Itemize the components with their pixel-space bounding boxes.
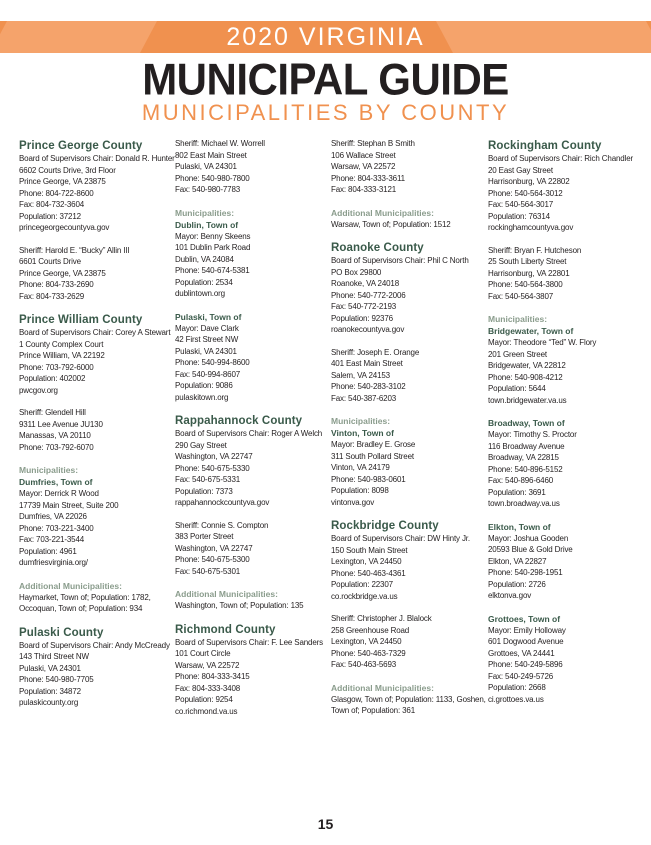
info-line: Population: 5644 xyxy=(488,384,546,393)
info-line: Mayor: Joshua Gooden xyxy=(488,533,569,543)
info-line: 101 Dublin Park Road xyxy=(175,243,251,252)
county-entry-rockingham xyxy=(488,139,638,705)
municipalities-heading: Municipalities: xyxy=(19,465,79,475)
info-line: Pulaski, VA 24301 xyxy=(19,663,81,673)
info-line: Harrisonburg, VA 22802 xyxy=(488,177,570,186)
website-link[interactable]: rappahannockcountyva.gov xyxy=(175,498,270,507)
info-line: Board of Supervisors Chair: Donald R. Hunter xyxy=(19,154,175,163)
info-line: Population: 402002 xyxy=(19,374,86,383)
info-line: 311 South Pollard Street xyxy=(331,451,414,461)
info-line: Phone: 540-983-0601 xyxy=(331,474,406,484)
info-line: 9311 Lee Avenue JU130 xyxy=(19,419,103,429)
info-line: Town of; Population: 361 xyxy=(331,706,416,715)
info-line: 150 South Main Street xyxy=(331,545,408,555)
info-line: Phone: 540-675-5330 xyxy=(175,463,250,473)
info-line: Prince William, VA 22192 xyxy=(19,351,105,360)
website-link[interactable]: town.bridgewater.va.us xyxy=(488,395,567,405)
info-line: Sheriff: Bryan F. Hutcheson xyxy=(488,245,582,255)
info-line: Population: 2534 xyxy=(175,277,233,287)
info-line: Phone: 540-463-7329 xyxy=(331,648,406,658)
info-line: Population: 9086 xyxy=(175,381,233,390)
info-line: Phone: 703-221-3400 xyxy=(19,523,94,533)
county-name: Roanoke County xyxy=(331,242,424,254)
info-line: Phone: 540-298-1951 xyxy=(488,568,563,577)
info-line: Board of Supervisors Chair: Roger A Welch xyxy=(175,429,323,438)
info-line: Sheriff: Michael W. Worrell xyxy=(175,139,265,148)
info-line: 290 Gay Street xyxy=(175,440,227,450)
info-line: Mayor: Emily Holloway xyxy=(488,625,566,635)
info-line: Prince George, VA 23875 xyxy=(19,268,106,278)
town-name: Pulaski, Town of xyxy=(175,311,242,322)
info-line: PO Box 29800 xyxy=(331,267,382,277)
info-line: Population: 22307 xyxy=(331,580,393,589)
county-entry-pulaski xyxy=(19,626,169,709)
info-line: Phone: 540-674-5381 xyxy=(175,266,250,275)
town-name: Bridgewater, Town of xyxy=(488,326,574,336)
info-line: 106 Wallace Street xyxy=(331,150,396,160)
info-line: Warsaw, Town of; Population: 1512 xyxy=(331,219,451,229)
info-line: Mayor: Timothy S. Proctor xyxy=(488,430,577,439)
info-line: Population: 37212 xyxy=(19,211,81,221)
info-line: Population: 3691 xyxy=(488,487,546,497)
info-line: Washington, Town of; Population: 135 xyxy=(175,601,304,610)
county-name: Rockbridge County xyxy=(331,520,439,532)
info-line: Phone: 804-722-8600 xyxy=(19,188,94,198)
website-link[interactable]: town.broadway.va.us xyxy=(488,499,560,508)
town-name: Grottoes, Town of xyxy=(488,613,561,624)
page-title: MUNICIPAL GUIDE xyxy=(142,54,509,105)
info-line: Board of Supervisors Chair: Rich Chandler xyxy=(488,154,634,163)
info-line: Phone: 540-994-8600 xyxy=(175,358,250,367)
municipalities-heading: Municipalities: xyxy=(331,416,391,426)
info-line: Fax: 540-675-5331 xyxy=(175,475,241,484)
info-line: 17739 Main Street, Suite 200 xyxy=(19,500,119,510)
info-line: Warsaw, VA 22572 xyxy=(331,162,396,171)
info-line: Sheriff: Stephan B Smith xyxy=(331,139,415,148)
county-name: Pulaski County xyxy=(19,626,104,639)
info-line: Pulaski, VA 24301 xyxy=(175,346,237,356)
info-line: Phone: 540-980-7705 xyxy=(19,675,94,684)
info-line: Bridgewater, VA 22812 xyxy=(488,361,566,370)
info-line: Fax: 703-221-3544 xyxy=(19,535,85,544)
town-name: Elkton, Town of xyxy=(488,521,551,532)
info-line: 20593 Blue & Gold Drive xyxy=(488,545,573,554)
info-line: Phone: 540-564-3012 xyxy=(488,188,563,198)
info-line: Elkton, VA 22827 xyxy=(488,556,547,566)
info-line: Grottoes, VA 24441 xyxy=(488,648,555,658)
info-line: Phone: 540-980-7800 xyxy=(175,173,250,183)
info-line: Washington, VA 22747 xyxy=(175,543,253,553)
website-link[interactable]: vintonva.gov xyxy=(331,497,375,507)
info-line: Phone: 540-564-3800 xyxy=(488,280,563,289)
info-line: Sheriff: Joseph E. Orange xyxy=(331,347,420,357)
info-line: 20 East Gay Street xyxy=(488,165,553,175)
banner-text: 2020 VIRGINIA xyxy=(226,23,425,51)
info-line: Dublin, VA 24084 xyxy=(175,254,234,264)
info-line: Fax: 540-463-5693 xyxy=(331,660,397,669)
info-line: Population: 4961 xyxy=(19,546,77,556)
column-2 xyxy=(175,138,325,717)
info-line: Phone: 540-283-3102 xyxy=(331,382,406,391)
info-line: Phone: 540-675-5300 xyxy=(175,555,250,564)
info-line: Glasgow, Town of; Population: 1133, Goshen, xyxy=(331,694,486,704)
info-line: Washington, VA 22747 xyxy=(175,452,253,461)
website-link[interactable]: pwcgov.org xyxy=(19,385,58,395)
info-line: Phone: 703-792-6000 xyxy=(19,362,94,372)
website-link[interactable]: ci.grottoes.va.us xyxy=(488,694,544,704)
info-line: Phone: 540-772-2006 xyxy=(331,290,406,300)
info-line: Board of Supervisors Chair: Phil C North xyxy=(331,256,469,265)
info-line: Mayor: Benny Skeens xyxy=(175,231,251,241)
info-line: Lexington, VA 24450 xyxy=(331,557,402,566)
info-line: Dumfries, VA 22026 xyxy=(19,512,87,521)
info-line: Population: 9254 xyxy=(175,695,233,704)
info-line: Sheriff: Glendell Hill xyxy=(19,408,86,417)
info-line: Board of Supervisors Chair: F. Lee Sanders xyxy=(175,637,324,647)
info-line: Fax: 540-249-5726 xyxy=(488,671,554,681)
county-entry-roanoke xyxy=(331,241,481,508)
info-line: Phone: 540-249-5896 xyxy=(488,660,563,669)
info-line: Mayor: Dave Clark xyxy=(175,323,239,333)
info-line: Mayor: Bradley E. Grose xyxy=(331,440,416,449)
info-line: 258 Greenhouse Road xyxy=(331,625,410,635)
info-line: Fax: 540-896-6460 xyxy=(488,476,554,485)
info-line: 25 South Liberty Street xyxy=(488,257,567,266)
info-line: Phone: 703-792-6070 xyxy=(19,442,94,452)
county-name: Prince George County xyxy=(19,140,143,152)
info-line: 802 East Main Street xyxy=(175,150,247,160)
info-line: Fax: 540-980-7783 xyxy=(175,185,241,194)
info-line: Fax: 804-333-3121 xyxy=(331,185,397,194)
info-line: 401 East Main Street xyxy=(331,359,403,368)
page-number: 15 xyxy=(317,816,334,832)
additional-municipalities-heading: Additional Municipalities: xyxy=(331,207,434,218)
additional-municipalities-heading: Additional Municipalities: xyxy=(175,589,278,599)
info-line: 201 Green Street xyxy=(488,349,547,359)
town-name: Dublin, Town of xyxy=(175,219,239,230)
municipalities-heading: Municipalities: xyxy=(175,207,235,218)
municipalities-heading: Municipalities: xyxy=(488,314,548,324)
info-line: Phone: 540-896-5152 xyxy=(488,464,563,474)
website-link[interactable]: dumfriesvirginia.org/ xyxy=(19,558,88,567)
website-link[interactable]: co.richmond.va.us xyxy=(175,706,238,716)
info-line: Broadway, VA 22815 xyxy=(488,453,559,462)
info-line: 143 Third Street NW xyxy=(19,652,89,661)
additional-municipalities-heading: Additional Municipalities: xyxy=(19,580,122,591)
info-line: Phone: 804-733-2690 xyxy=(19,280,94,289)
info-line: Board of Supervisors Chair: Andy McCready xyxy=(19,640,170,650)
info-line: Population: 76314 xyxy=(488,211,550,221)
info-line: 6602 Courts Drive, 3rd Floor xyxy=(19,165,116,175)
town-name: Broadway, Town of xyxy=(488,418,565,428)
info-line: 101 Court Circle xyxy=(175,649,231,658)
info-line: Population: 8098 xyxy=(331,486,389,495)
info-line: 42 First Street NW xyxy=(175,335,239,344)
info-line: Lexington, VA 24450 xyxy=(331,637,402,646)
info-line: Sheriff: Connie S. Compton xyxy=(175,520,269,530)
info-line: Population: 2726 xyxy=(488,579,546,589)
column-4 xyxy=(488,139,638,705)
info-line: Harrisonburg, VA 22801 xyxy=(488,268,570,278)
county-entry-rappahannock xyxy=(175,414,325,612)
town-name: Vinton, Town of xyxy=(331,428,394,438)
info-line: Mayor: Derrick R Wood xyxy=(19,489,99,498)
info-line: Prince George, VA 23875 xyxy=(19,177,106,186)
info-line: Phone: 804-333-3611 xyxy=(331,173,405,183)
info-line: Manassas, VA 20110 xyxy=(19,431,91,440)
header-banner xyxy=(0,21,651,53)
website-link[interactable]: elktonva.gov xyxy=(488,591,532,600)
info-line: Fax: 540-564-3807 xyxy=(488,291,554,301)
column-1 xyxy=(19,139,175,709)
info-line: 383 Porter Street xyxy=(175,532,234,541)
website-link[interactable]: rockinghamcountyva.gov xyxy=(488,223,574,232)
info-line: Fax: 540-387-6203 xyxy=(331,393,397,403)
info-line: Sheriff: Christopher J. Blalock xyxy=(331,614,432,623)
info-line: Fax: 804-732-3604 xyxy=(19,200,85,209)
info-line: Vinton, VA 24179 xyxy=(331,463,390,472)
county-entry-richmond xyxy=(175,623,325,718)
town-name: Dumfries, Town of xyxy=(19,477,93,487)
info-line: Population: 2668 xyxy=(488,683,546,692)
info-line: Salem, VA 24153 xyxy=(331,370,390,380)
website-link[interactable]: princegeorgecountyva.gov xyxy=(19,223,110,232)
info-line: Phone: 804-333-3415 xyxy=(175,672,250,681)
county-name: Richmond County xyxy=(175,623,276,636)
county-entry-prince-george xyxy=(19,139,175,302)
county-entry-rockbridge xyxy=(331,519,486,717)
county-name: Rappahannock County xyxy=(175,415,303,427)
info-line: 116 Broadway Avenue xyxy=(488,441,565,451)
info-line: Roanoke, VA 24018 xyxy=(331,279,400,288)
info-line: Board of Supervisors Chair: Corey A Stewart xyxy=(19,328,171,337)
info-line: Population: 7373 xyxy=(175,486,233,496)
info-line: Fax: 540-564-3017 xyxy=(488,200,554,209)
info-line: Fax: 540-994-8607 xyxy=(175,369,241,379)
info-line: Population: 92376 xyxy=(331,313,393,323)
info-line: Fax: 540-675-5301 xyxy=(175,566,241,576)
info-line: Occoquan, Town of; Population: 934 xyxy=(19,604,143,613)
info-line: Fax: 540-772-2193 xyxy=(331,302,397,311)
website-link[interactable]: co.rockbridge.va.us xyxy=(331,591,398,601)
info-line: Population: 34872 xyxy=(19,686,81,696)
info-line: 601 Dogwood Avenue xyxy=(488,637,564,646)
info-line: Board of Supervisors Chair: DW Hinty Jr. xyxy=(331,534,470,543)
sheriff-entry-pulaski xyxy=(175,138,325,196)
info-line: Sheriff: Harold E. “Bucky” Allin III xyxy=(19,245,130,255)
info-line: Warsaw, VA 22572 xyxy=(175,660,240,670)
website-link[interactable]: roanokecountyva.gov xyxy=(331,325,405,334)
website-link[interactable]: dublintown.org xyxy=(175,289,225,298)
info-line: Phone: 540-908-4212 xyxy=(488,372,563,382)
sheriff-entry-richmond xyxy=(331,138,481,230)
website-link[interactable]: pulaskicounty.org xyxy=(19,698,79,707)
county-name: Rockingham County xyxy=(488,140,602,152)
info-line: Fax: 804-333-3408 xyxy=(175,683,241,693)
website-link[interactable]: pulaskitown.org xyxy=(175,392,229,402)
info-line: 6601 Courts Drive xyxy=(19,257,81,266)
county-entry-prince-william xyxy=(19,313,169,615)
info-line: Mayor: Theodore “Ted” W. Flory xyxy=(488,338,597,347)
info-line: Haymarket, Town of; Population: 1782, xyxy=(19,592,151,602)
info-line: Fax: 804-733-2629 xyxy=(19,291,85,301)
info-line: Pulaski, VA 24301 xyxy=(175,162,237,171)
info-line: Phone: 540-463-4361 xyxy=(331,568,406,578)
additional-municipalities-heading: Additional Municipalities: xyxy=(331,682,434,693)
county-name: Prince William County xyxy=(19,314,143,326)
page-subtitle: MUNICIPALITIES BY COUNTY xyxy=(141,100,510,125)
column-3 xyxy=(331,138,486,717)
info-line: 1 County Complex Court xyxy=(19,339,104,349)
